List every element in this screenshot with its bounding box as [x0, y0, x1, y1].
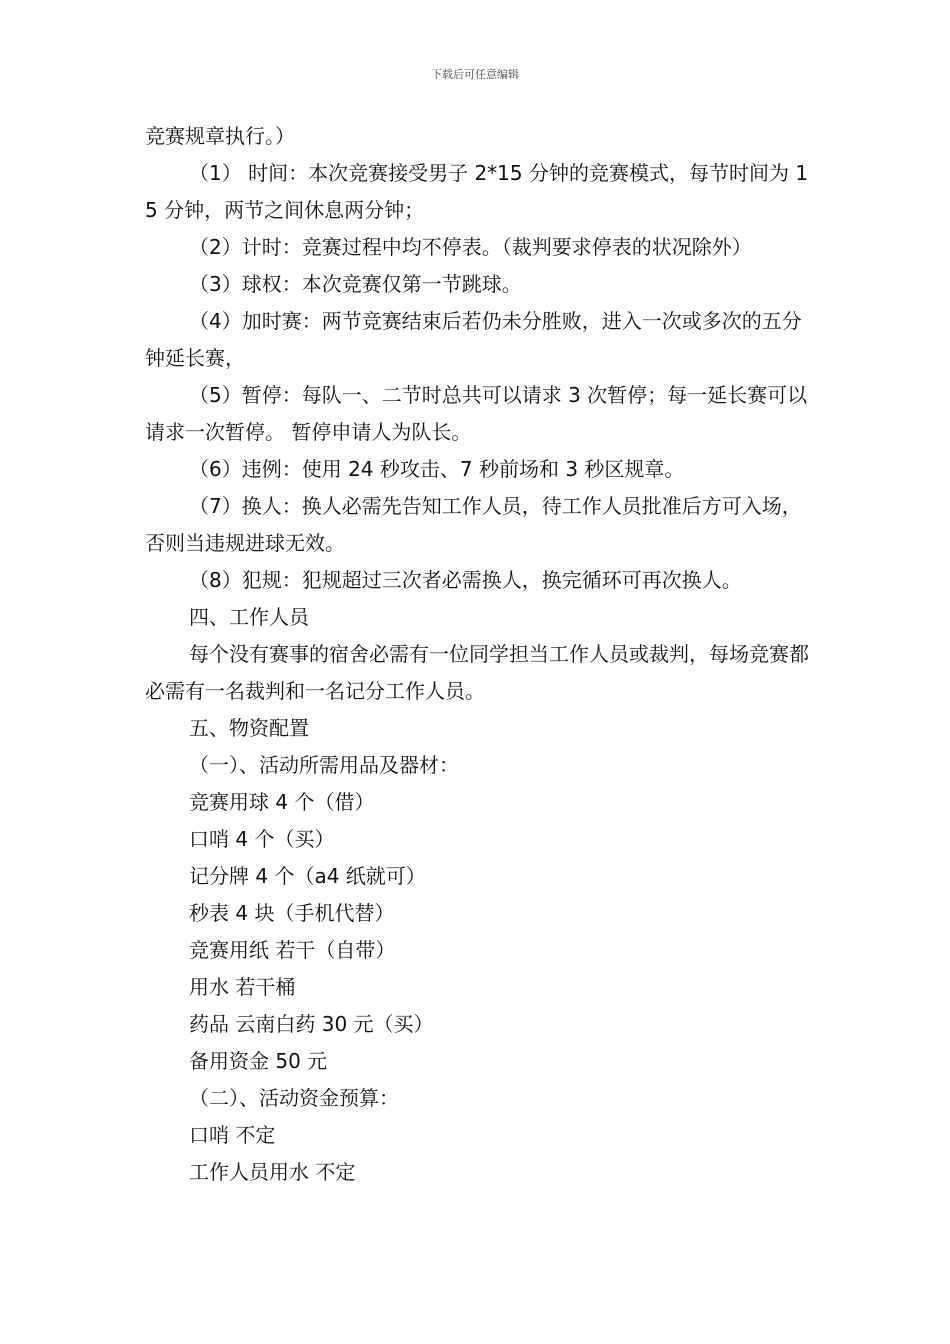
- list-item: 备用资金 50 元: [189, 1049, 328, 1073]
- list-item: 秒表 4 块（手机代替）: [189, 901, 395, 925]
- list-item: 用水 若干桶: [189, 975, 296, 999]
- document-body: [145, 118, 810, 1191]
- paragraph-staff: 每个没有赛事的宿舍必需有一位同学担当工作人员或裁判，每场竞赛都必需有一名裁判和一名记分工作人员。: [145, 642, 809, 703]
- list-item: 工作人员用水 不定: [189, 1160, 356, 1184]
- paragraph-timing: （2）计时：竞赛过程中均不停表。（裁判要求停表的状况除外）: [189, 235, 752, 259]
- paragraph-rules-end: 竞赛规章执行。）: [145, 124, 295, 148]
- list-item: 药品 云南白药 30 元（买）: [189, 1012, 434, 1036]
- list-item: 口哨 不定: [189, 1123, 276, 1147]
- paragraph-overtime: （4）加时赛：两节竞赛结束后若仍未分胜败，进入一次或多次的五分钟延长赛，: [145, 309, 802, 370]
- list-item: 口哨 4 个（买）: [189, 827, 335, 851]
- paragraph-time: （1） 时间：本次竞赛接受男子 2*15 分钟的竞赛模式，每节时间为 15 分钟，两节之间休息两分钟；: [145, 161, 809, 222]
- section-heading-supplies: 五、物资配置: [189, 716, 309, 740]
- list-item: 竞赛用球 4 个（借）: [189, 790, 375, 814]
- subheading-equipment: （一）、活动所需用品及器材：: [189, 753, 459, 777]
- paragraph-substitution: （7）换人：换人必需先告知工作人员，待工作人员批准后方可入场，否则当违规进球无效。: [145, 494, 802, 555]
- paragraph-possession: （3）球权：本次竞赛仅第一节跳球。: [189, 272, 522, 296]
- subheading-budget: （二）、活动资金预算：: [189, 1086, 399, 1110]
- page-header-note: 下载后可任意编辑: [431, 68, 519, 81]
- paragraph-foul: （8）犯规：犯规超过三次者必需换人，换完循环可再次换人。: [189, 568, 742, 592]
- list-item: 记分牌 4 个（a4 纸就可）: [189, 864, 426, 888]
- list-item: 竞赛用纸 若干（自带）: [189, 938, 396, 962]
- paragraph-violation: （6）违例：使用 24 秒攻击、7 秒前场和 3 秒区规章。: [189, 457, 685, 481]
- section-heading-staff: 四、工作人员: [189, 605, 309, 629]
- paragraph-timeout: （5）暂停：每队一、二节时总共可以请求 3 次暂停；每一延长赛可以请求一次暂停。 暂停申请人为队长。: [145, 383, 808, 444]
